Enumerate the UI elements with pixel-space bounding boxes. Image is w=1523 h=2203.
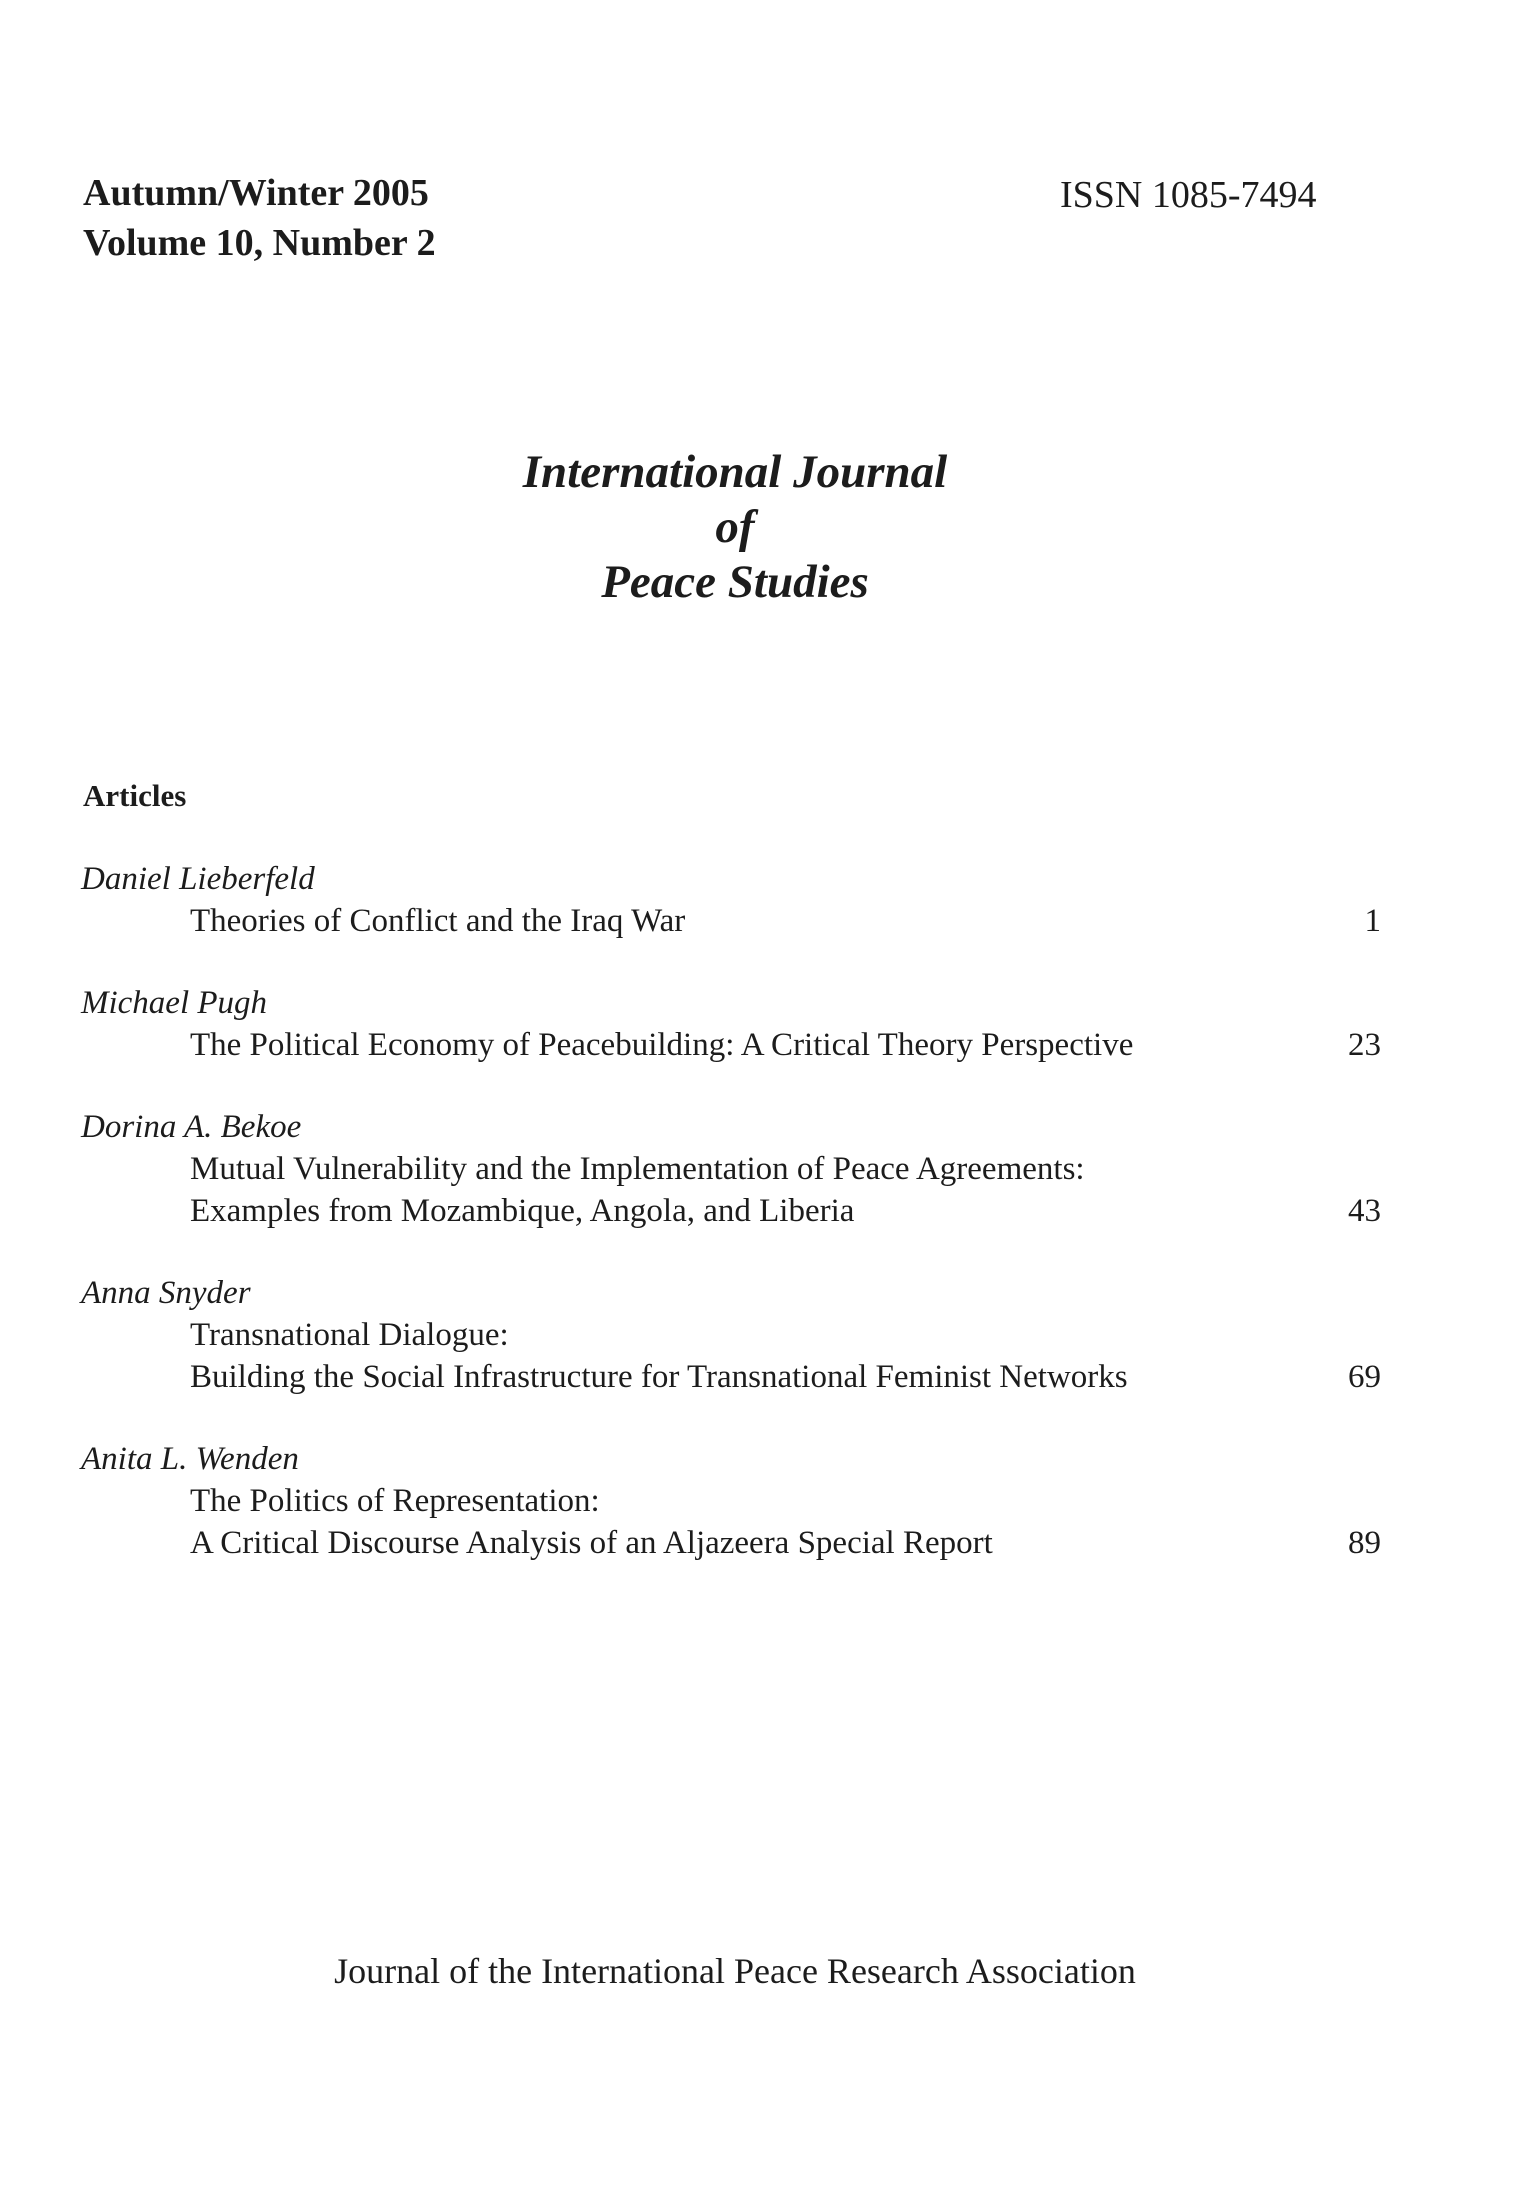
article-title: Transnational Dialogue: [190,1317,509,1353]
article-author: Dorina A. Bekoe [81,1109,302,1145]
journal-title-line-2: of [715,501,755,553]
page-number: 89 [1348,1525,1381,1561]
article-title-line [81,1480,1381,1522]
article-author: Anna Snyder [81,1275,251,1311]
footer-association: Journal of the International Peace Research Association [334,1951,1136,1991]
journal-title-line-3: Peace Studies [601,556,869,608]
section-heading: Articles [83,778,187,813]
page-number: 1 [1364,903,1381,939]
article-subtitle: Examples from Mozambique, Angola, and Liberia [190,1193,855,1229]
toc-entry [81,1438,1381,1564]
toc-entry [81,982,1381,1066]
article-author: Anita L. Wenden [81,1441,299,1477]
journal-title-line-1: International Journal [522,446,948,498]
article-title: The Political Economy of Peacebuilding: A Critical Theory Perspective [190,1027,1134,1063]
article-title-line [81,1148,1381,1190]
issue-info [83,168,436,268]
article-subtitle: Building the Social Infrastructure for Transnational Feminist Networks [190,1359,1128,1395]
article-title: Theories of Conflict and the Iraq War [190,903,686,939]
toc-entry [81,858,1381,942]
issn: ISSN 1085-7494 [1060,174,1317,216]
article-title-line [81,1024,1381,1066]
table-of-contents [81,858,1381,1604]
article-title: Mutual Vulnerability and the Implementation of Peace Agreements: [190,1151,1085,1187]
page-number: 23 [1348,1027,1381,1063]
article-author: Michael Pugh [81,985,268,1021]
article-title: The Politics of Representation: [190,1483,600,1519]
article-title-line [81,1190,1381,1232]
article-title-line [81,1314,1381,1356]
toc-entry [81,1106,1381,1232]
page-number: 69 [1348,1359,1381,1395]
issue-date: Autumn/Winter 2005 [83,172,429,214]
journal-title [0,445,1470,610]
article-title-line [81,1522,1381,1564]
article-author: Daniel Lieberfeld [81,861,315,897]
article-subtitle: A Critical Discourse Analysis of an Aljazeera Special Report [190,1525,993,1561]
volume-number: Volume 10, Number 2 [83,222,436,264]
page-number: 43 [1348,1193,1381,1229]
article-title-line [81,1356,1381,1398]
toc-entry [81,1272,1381,1398]
article-title-line [81,900,1381,942]
